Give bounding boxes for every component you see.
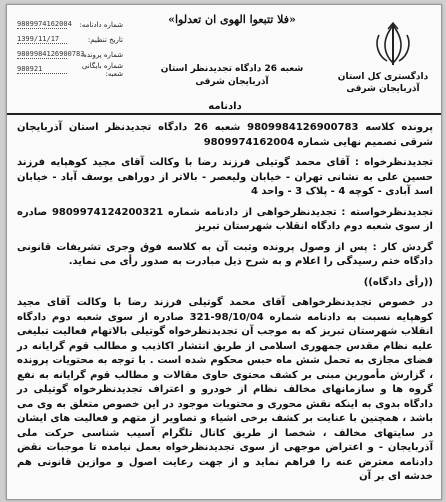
meta-label: شماره پرونده:	[80, 50, 123, 59]
header-motto: «فلا تتبعوا الهوی ان تعدلوا»	[168, 13, 296, 26]
meta-value: 9809984126900783	[17, 50, 85, 58]
meta-label: تاریخ تنظیم:	[87, 35, 123, 44]
meta-row-archive	[15, 62, 123, 77]
meta-row-number	[15, 17, 123, 32]
iran-emblem-icon	[371, 21, 415, 67]
procedure-paragraph: گردش کار : پس از وصول پرونده وثبت آن به کلاسه فوق وجری تشریفات قانونی دادگاه ختم رسیدگی را اعلام و به شرح ذیل مبادرت به صدور رأی می نماید.	[17, 241, 433, 267]
meta-row-case	[15, 47, 123, 62]
meta-row-date	[15, 32, 123, 47]
document-page	[6, 4, 442, 500]
document-body	[17, 121, 433, 491]
letterhead	[7, 5, 441, 117]
header-divider	[7, 113, 441, 115]
meta-value: 980921	[17, 65, 67, 74]
appeal-subject-paragraph: تجدیدنظرخواسته : تجدیدنظرخواهی از دادنامه شماره 9809974124200321 صادره از سوی شعبه دوم دادگاه انقلاب شهرستان تبریز	[17, 206, 433, 232]
appellant-paragraph: تجدیدنظرخواه : آقای محمد گوتیلی فرزند رضا با وکالت آقای مجید کوهپایه فرزند حسین علی به نشانی تهران - خیابان ولیعصر - بالاتر از دوراهی یوسف آباد - خیابان اسد آبادی - کوچه 4 - پلاک 3 - واحد 4	[17, 157, 433, 197]
meta-label: شماره بایگانی شعبه:	[81, 61, 123, 78]
case-reference: پرونده کلاسه 9809984126900783 شعبه 26 دادگاه تجدیدنظر استان آذربایجان شرقی تصمیم نهایی شماره 9809974162004	[17, 122, 433, 148]
document-title: دادنامه	[208, 101, 242, 112]
meta-label: شماره دادنامه:	[79, 20, 123, 29]
metadata-block	[15, 17, 123, 77]
branch-name: شعبه 26 دادگاه تجدیدنظر استان آذربایجان شرقی	[160, 64, 304, 87]
court-name: دادگستری کل استان آذربایجان شرقی	[337, 72, 429, 94]
verdict-paragraph: در خصوص تجدیدنظرخواهی آقای محمد گوتیلی فرزند رضا با وکالت آقای مجید کوهپایه نسبت به دادنامه شماره 98/10/04-321 صادره از سوی شعبه دوم دادگاه انقلاب شهرستان تبریز که به موجب آن تجدیدنظرخواه گوتیلی بالاتهام فعالیت تبلیغی علیه نظام مقدس جمهوری اسلامی از طریق انتشار اکاذیب و مطالب قوم گرایانه در فضای مجازی به تحمل شش ماه حبس محکوم شده است . با توجه به محتویات پرونده ، گزارش مأمورین مبنی بر کشف محتوی حاوی مقالات و مطالب قوم گرایانه به نفع گروه ها و سازمانهای مخالف نظام از خودرو و اعتراف تجدیدنظرخواه گوتیلی در دادگاه بدوی به اینکه نقش محوری و محتویات موجود در این خصوص متعلق به وی می باشد ، همچنین با عنایت بر کشف برخی اشیاء و تصاویر از متهم و فعالیت های ایشان در سایتهای مخالف ، شخصا از طریق کانال تلگرام آسیب شناسی حرکت ملی آذربایجان - و اعتراض موجهی از سوی تجدیدنظرخواه بعمل نیامده تا موجبات نقض دادنامه معترض عنه را فراهم نماید و از جهت رعایت اصول و موازین قانونی هم خدشه ای بر آن	[17, 297, 433, 482]
meta-value: 1399/11/17	[17, 35, 67, 44]
verdict-heading: ((رأی دادگاه))	[363, 276, 433, 288]
meta-value: 9809974162004	[17, 20, 72, 28]
